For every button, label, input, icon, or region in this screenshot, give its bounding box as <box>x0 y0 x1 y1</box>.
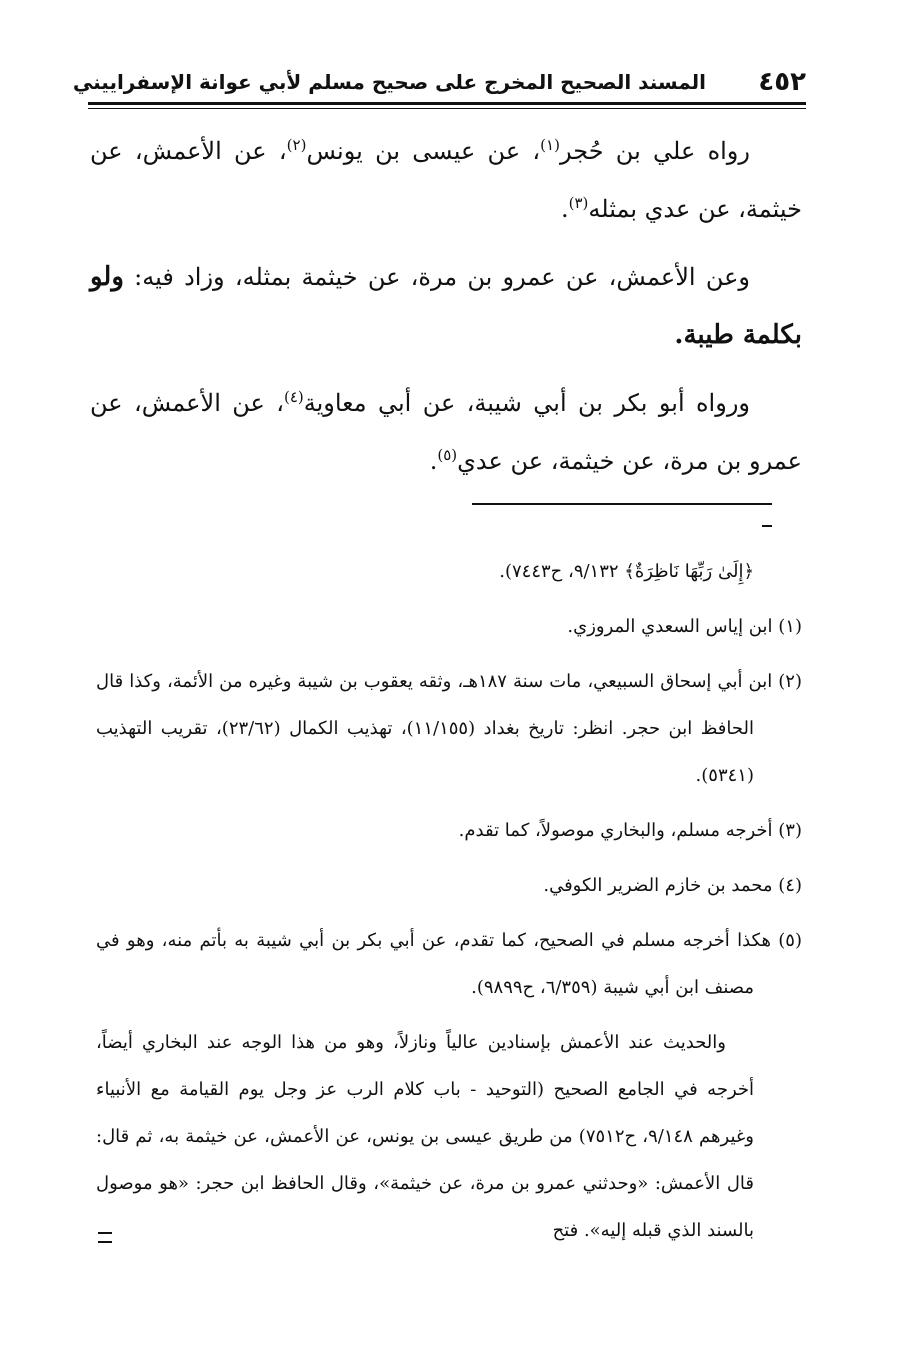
footnote-carryover: ﴿إِلَىٰ رَبِّهَا نَاظِرَةٌ﴾ ٩/١٣٢، ح٧٤٤٣). <box>499 561 754 582</box>
text-run: . <box>560 195 569 223</box>
footnote-continuation-mark <box>762 525 772 527</box>
text-run: وعن الأعمش، عن عمرو بن مرة، عن خيثمة بمثله، وزاد فيه: <box>123 263 750 291</box>
text-run: رواه علي بن حُجر <box>559 137 750 165</box>
footnote-text: ابن إياس السعدي المروزي. <box>567 616 773 637</box>
footnote-text: هكذا أخرجه مسلم في الصحيح، كما تقدم، عن أبي بكر بن أبي شيبة به بأتم منه، وهو في مصنف ابن أبي شيبة (٦/٣٥٩، ح٩٨٩٩). <box>96 930 771 998</box>
footnote-text: أخرجه مسلم، والبخاري موصولاً، كما تقدم. <box>458 820 773 841</box>
footnote-number: (١) <box>778 616 802 637</box>
footnote-number: (٢) <box>778 671 802 692</box>
footnote-number: (٤) <box>778 875 802 896</box>
text-run: ، عن عيسى بن يونس <box>306 137 541 165</box>
footnote-ref-2: (٢) <box>286 136 307 154</box>
footnote-ref-4: (٤) <box>283 388 304 406</box>
footnote-number: (٥) <box>778 930 802 951</box>
header-rule-thick <box>88 102 806 105</box>
footnotes <box>96 548 802 1254</box>
footnote-continues-mark <box>98 1232 112 1243</box>
paragraph-1 <box>90 122 802 238</box>
text-run: . <box>429 447 438 475</box>
footnote-5-continuation: والحديث عند الأعمش بإسنادين عالياً ونازلاً، وهو من هذا الوجه عند البخاري أيضاً، أخرجه في الجامع الصحيح (التوحيد - باب كلام الرب عز وجل يوم القيامة مع الأنبياء وغيرهم ٩/١٤٨، ح٧٥١٢) من طريق عيسى بن يونس، عن الأعمش، عن خيثمة به، ثم قال: قال الأعمش: «وحدثني عمرو بن مرة، عن خيثمة»، وقال الحافظ ابن حجر: «هو موصول بالسند الذي قبله إليه». فتح <box>96 1032 754 1241</box>
footnote-ref-3: (٣) <box>568 194 589 212</box>
footnote-4 <box>96 862 802 909</box>
main-text <box>90 122 802 500</box>
bold-phrase: ولو بكلمة طيبة. <box>90 262 802 350</box>
page-header <box>72 62 806 102</box>
footnote-number: (٣) <box>778 820 802 841</box>
footnote-3 <box>96 807 802 854</box>
running-title: المسند الصحيح المخرج على صحيح مسلم لأبي عوانة الإسفراييني <box>72 70 706 94</box>
footnote-ref-5: (٥) <box>437 446 458 464</box>
footnote-ref-1: (١) <box>540 136 560 154</box>
paragraph-2 <box>90 248 802 364</box>
paragraph-3 <box>90 374 802 490</box>
header-rule-thin <box>88 108 806 109</box>
footnote-2 <box>96 658 802 799</box>
footnote-text: ابن أبي إسحاق السبيعي، مات سنة ١٨٧هـ، وثقه يعقوب بن شيبة وغيره من الأئمة، وكذا قال الحافظ ابن حجر. انظر: تاريخ بغداد (١١/١٥٥)، تهذيب الكمال (٢٣/٦٢)، تقريب التهذيب (٥٣٤١). <box>96 671 773 786</box>
text-run: ، عن الأعمش، عن عمرو بن مرة، عن خيثمة، عن عدي <box>90 389 802 475</box>
page-number: ٤٥٢ <box>758 67 806 97</box>
text-run: ورواه أبو بكر بن أبي شيبة، عن أبي معاوية <box>303 389 750 417</box>
text-run: ، عن الأعمش، عن خيثمة، عن عدي بمثله <box>90 137 802 223</box>
footnote-separator <box>472 503 772 505</box>
footnote-1 <box>96 603 802 650</box>
footnote-5 <box>96 917 802 1011</box>
footnote-text: محمد بن خازم الضرير الكوفي. <box>543 875 773 896</box>
